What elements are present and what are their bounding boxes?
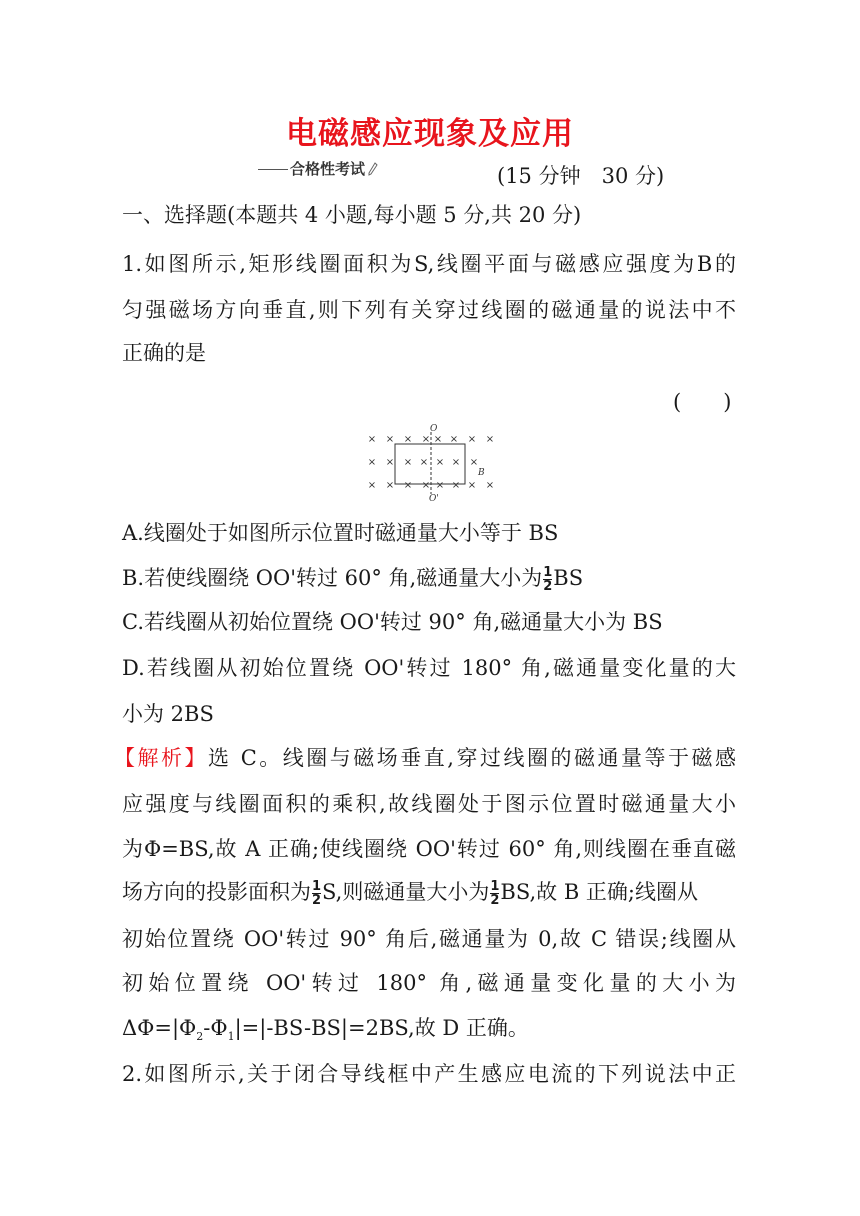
svg-text:×: × [467,434,477,445]
q1-stem-line-2: 匀强磁场方向垂直,则下列有关穿过线圈的磁通量的说法中不 [122,298,736,322]
analysis-tag: 【解析】 [114,746,209,770]
svg-text:×: × [367,457,377,468]
svg-text:×: × [433,434,443,445]
svg-text:×: × [385,434,395,445]
q1-option-c: C.若线圈从初始位置绕 OO'转过 90° 角,磁通量大小为 BS [122,610,663,634]
svg-text:×: × [385,457,395,468]
svg-text:×: × [485,480,495,491]
svg-text:×: × [403,457,413,468]
svg-text:×: × [421,480,431,491]
svg-text:×: × [367,480,377,491]
svg-text:×: × [385,480,395,491]
svg-text:×: × [419,457,429,468]
answer-bracket: ( ) [673,390,732,414]
q1-option-b: B.若使线圈绕 OO'转过 60° 角,磁通量大小为 $\frac{1}{2}$ BS [122,565,584,594]
analysis-line-4: 场方向的投影面积为 $\frac{1}{2}$ S,则磁通量大小为 $\frac{1}{2}$ BS,故 B 正确;线圈从 [122,879,699,908]
q1-option-d-line-1: D.若线圈从初始位置绕 OO'转过 180° 角,磁通量变化量的大 [122,656,736,680]
svg-text:×: × [403,434,413,445]
q1-option-a: A.线圈处于如图所示位置时磁通量大小等于 BS [122,521,559,545]
svg-text:×: × [451,480,461,491]
analysis-line-2: 应强度与线圈面积的乘积,故线圈处于图示位置时磁通量大小 [122,792,736,816]
svg-text:×: × [451,457,461,468]
axis-label-top: O [430,424,438,434]
svg-text:×: × [485,434,495,445]
exam-level-heading [258,158,378,179]
fraction-half: $\frac{1}{2}$ [312,879,322,908]
analysis-line-6: 初始位置绕 OO'转过 180° 角,磁通量变化量的大小为 [122,971,736,995]
svg-text:×: × [449,434,459,445]
fraction-half: $\frac{1}{2}$ [543,565,553,594]
coil-in-field-figure [360,420,510,502]
page-title: 电磁感应现象及应用 [286,116,574,152]
analysis-line-1: 【解析】选 C。线圈与磁场垂直,穿过线圈的磁通量等于磁感 [114,746,736,770]
pencil-icon [368,162,378,176]
q1-stem-line-1: 1.如图所示,矩形线圈面积为S,线圈平面与磁感应强度为B的 [122,252,736,276]
q1-stem-line-3: 正确的是 [122,341,206,365]
q2-stem-line-1: 2.如图所示,关于闭合导线框中产生感应电流的下列说法中正 [122,1062,736,1086]
svg-text:×: × [467,480,477,491]
q1-option-d-line-2: 小为 2BS [122,702,214,726]
field-label: B [478,468,485,478]
analysis-line-5: 初始位置绕 OO'转过 90° 角后,磁通量为 0,故 C 错误;线圈从 [122,927,736,951]
analysis-line-3: 为Φ=BS,故 A 正确;使线圈绕 OO'转过 60° 角,则线圈在垂直磁 [122,837,736,861]
svg-text:×: × [469,457,479,468]
svg-text:×: × [367,434,377,445]
section-heading: 一、选择题(本题共 4 小题,每小题 5 分,共 20 分) [122,203,582,227]
exam-level-label: 合格性考试 [290,160,366,178]
svg-text:×: × [403,480,413,491]
time-score: (15 分钟 30 分) [497,164,665,188]
axis-label-bottom: O' [429,494,439,502]
svg-text:×: × [435,457,445,468]
heading-rule [258,169,288,170]
svg-text:×: × [421,434,431,445]
fraction-half: $\frac{1}{2}$ [490,879,500,908]
svg-text:×: × [435,480,445,491]
analysis-line-7: $\Delta\Phi=|\Phi_2-\Phi_1|=|-BS-BS|=2BS$,故 D 正确。 [122,1016,529,1044]
